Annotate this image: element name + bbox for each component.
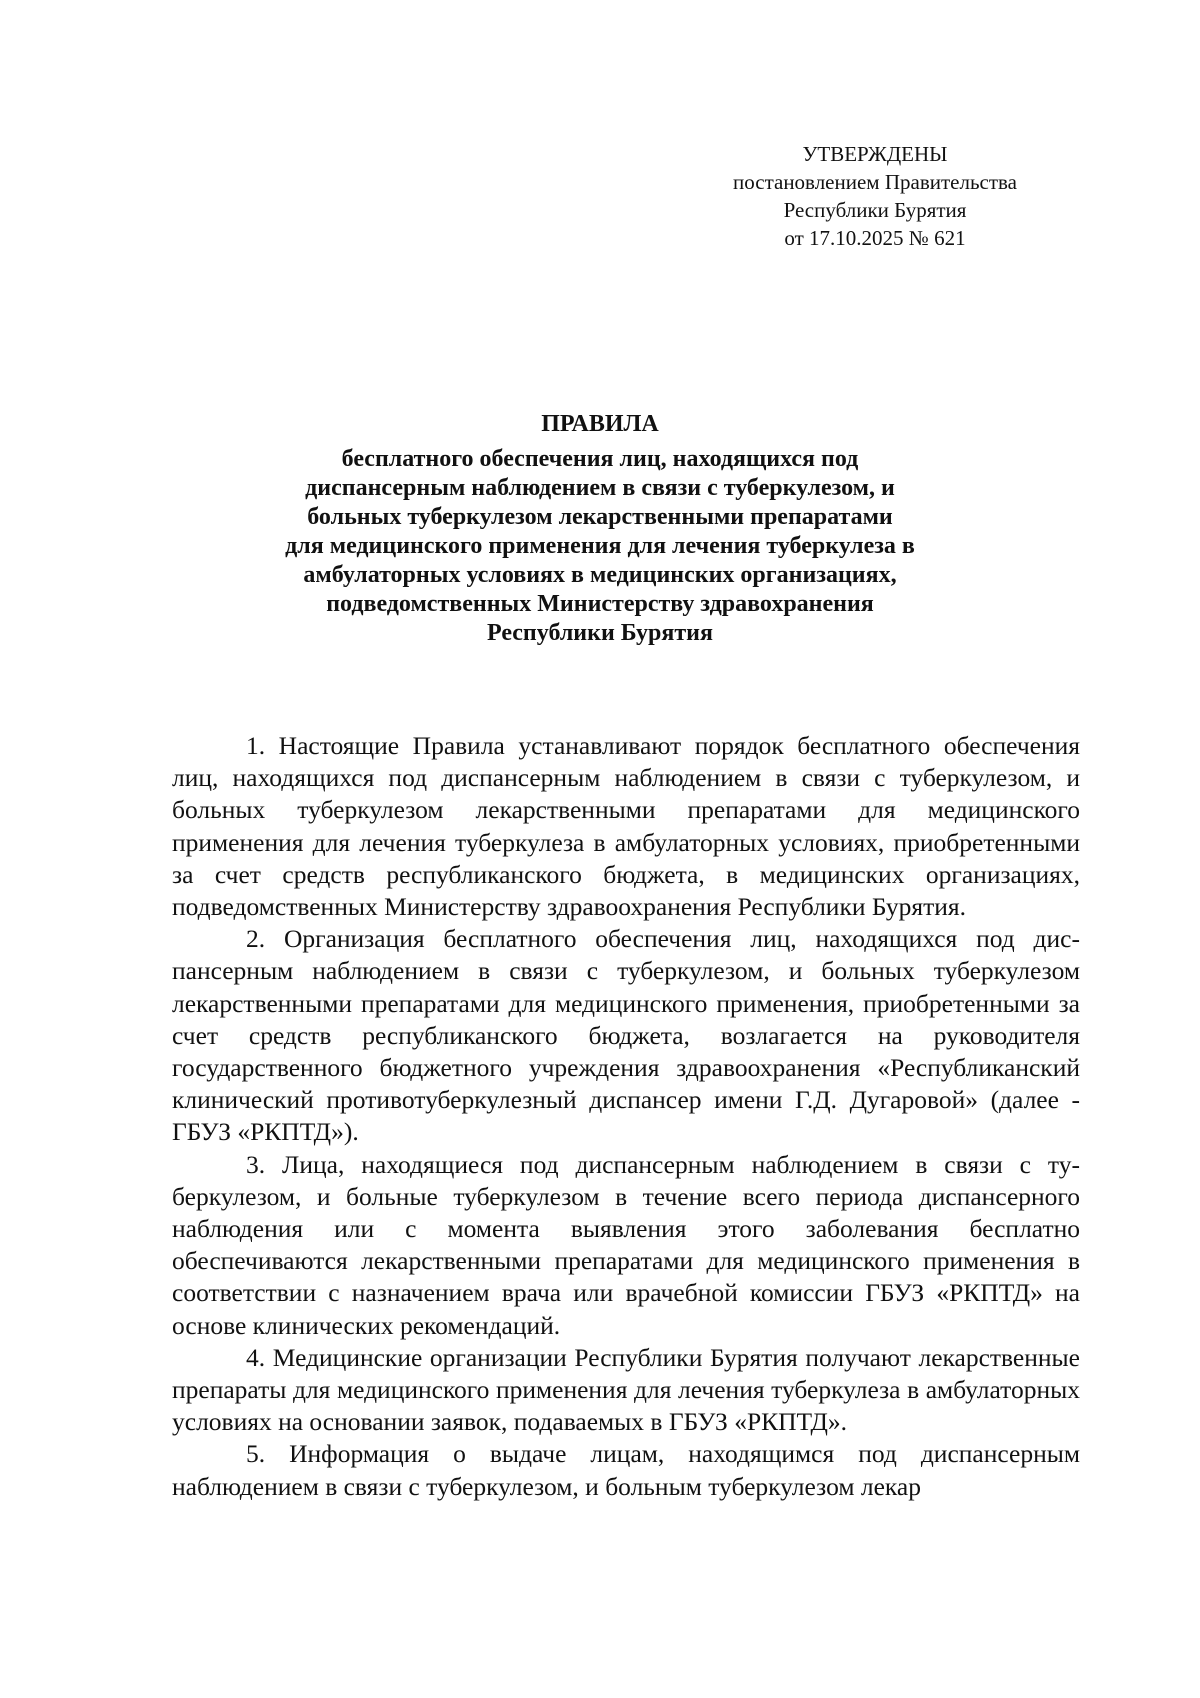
paragraph-4: 4. Медицинские организации Республики Бурятия получают лекарственные препараты для медицинского применения для лечения туберкулеза в амбулаторных условиях на основании заявок, подаваемых в ГБУЗ «РКПТД». xyxy=(172,1342,1080,1437)
document-subtitle-line: Республики Бурятия xyxy=(486,620,713,646)
paragraph-2: 2. Организация бесплатного обеспечения лиц, находящихся под диспансерным наблюдением в связи с туберкулезом, и больных туберкулезом лекарственными препаратами для медицинского применения, приобретенными за счет средств республиканского бюджета, возлагается на руководителя государственного бюджетного учреждения здравоохранения «Республиканский клинический противотуберкулезный диспансер имени Г.Д. Дугаровой» (далее - ГБУЗ «РКПТД»). xyxy=(172,924,1080,1147)
document-subtitle-line: больных туберкулезом лекарственными препаратами xyxy=(307,504,893,530)
paragraph-5: 5. Информация о выдаче лицам, находящимся под диспансерным наблюдением в связи с туберкулезом, и больным туберкулезом лекар xyxy=(172,1439,1080,1501)
document-subtitle-line: диспансерным наблюдением в связи с туберкулезом, и xyxy=(305,475,895,501)
document-body xyxy=(172,730,1080,1503)
document-subtitle-line: подведомственных Министерству здравохранения xyxy=(326,591,874,617)
document-title-block xyxy=(160,410,1040,648)
paragraph-3: 3. Лица, находящиеся под диспансерным наблюдением в связи с туберкулезом, и больные туберкулезом в течение всего периода диспансерного наблюдения или с момента выявления этого заболевания бесплатно обеспечиваются лекарственными препаратами для медицинского применения в соответствии с назначением врача или врачебной комиссии ГБУЗ «РКПТД» на основе клинических рекомендаций. xyxy=(172,1149,1080,1340)
document-subtitle-line: амбулаторных условиях в медицинских организациях, xyxy=(303,562,897,588)
document-title: ПРАВИЛА xyxy=(541,411,659,437)
approval-line: Республики Бурятия xyxy=(783,198,967,222)
document-subtitle-line: для медицинского применения для лечения туберкулеза в xyxy=(285,533,915,559)
paragraph-1: 1. Настоящие Правила устанавливают порядок бесплатного обеспечения лиц, находящихся под диспансерным наблюдением в связи с туберкулезом, и больных туберкулезом лекарственными препаратами для медицинского применения для лечения туберкулеза в амбулаторных условиях, приобретенными за счет средств республиканского бюджета, в медицинских организациях, подведомственных Министерству здравоохранения Республики Бурятия. xyxy=(172,731,1080,922)
document-subtitle-line: бесплатного обеспечения лиц, находящихся под xyxy=(341,446,859,472)
approval-stamp-block xyxy=(710,140,1040,252)
approval-line: постановлением Правительства xyxy=(732,170,1017,194)
approval-line: УТВЕРЖДЕНЫ xyxy=(802,142,948,166)
approval-line: от 17.10.2025 № 621 xyxy=(784,226,966,250)
